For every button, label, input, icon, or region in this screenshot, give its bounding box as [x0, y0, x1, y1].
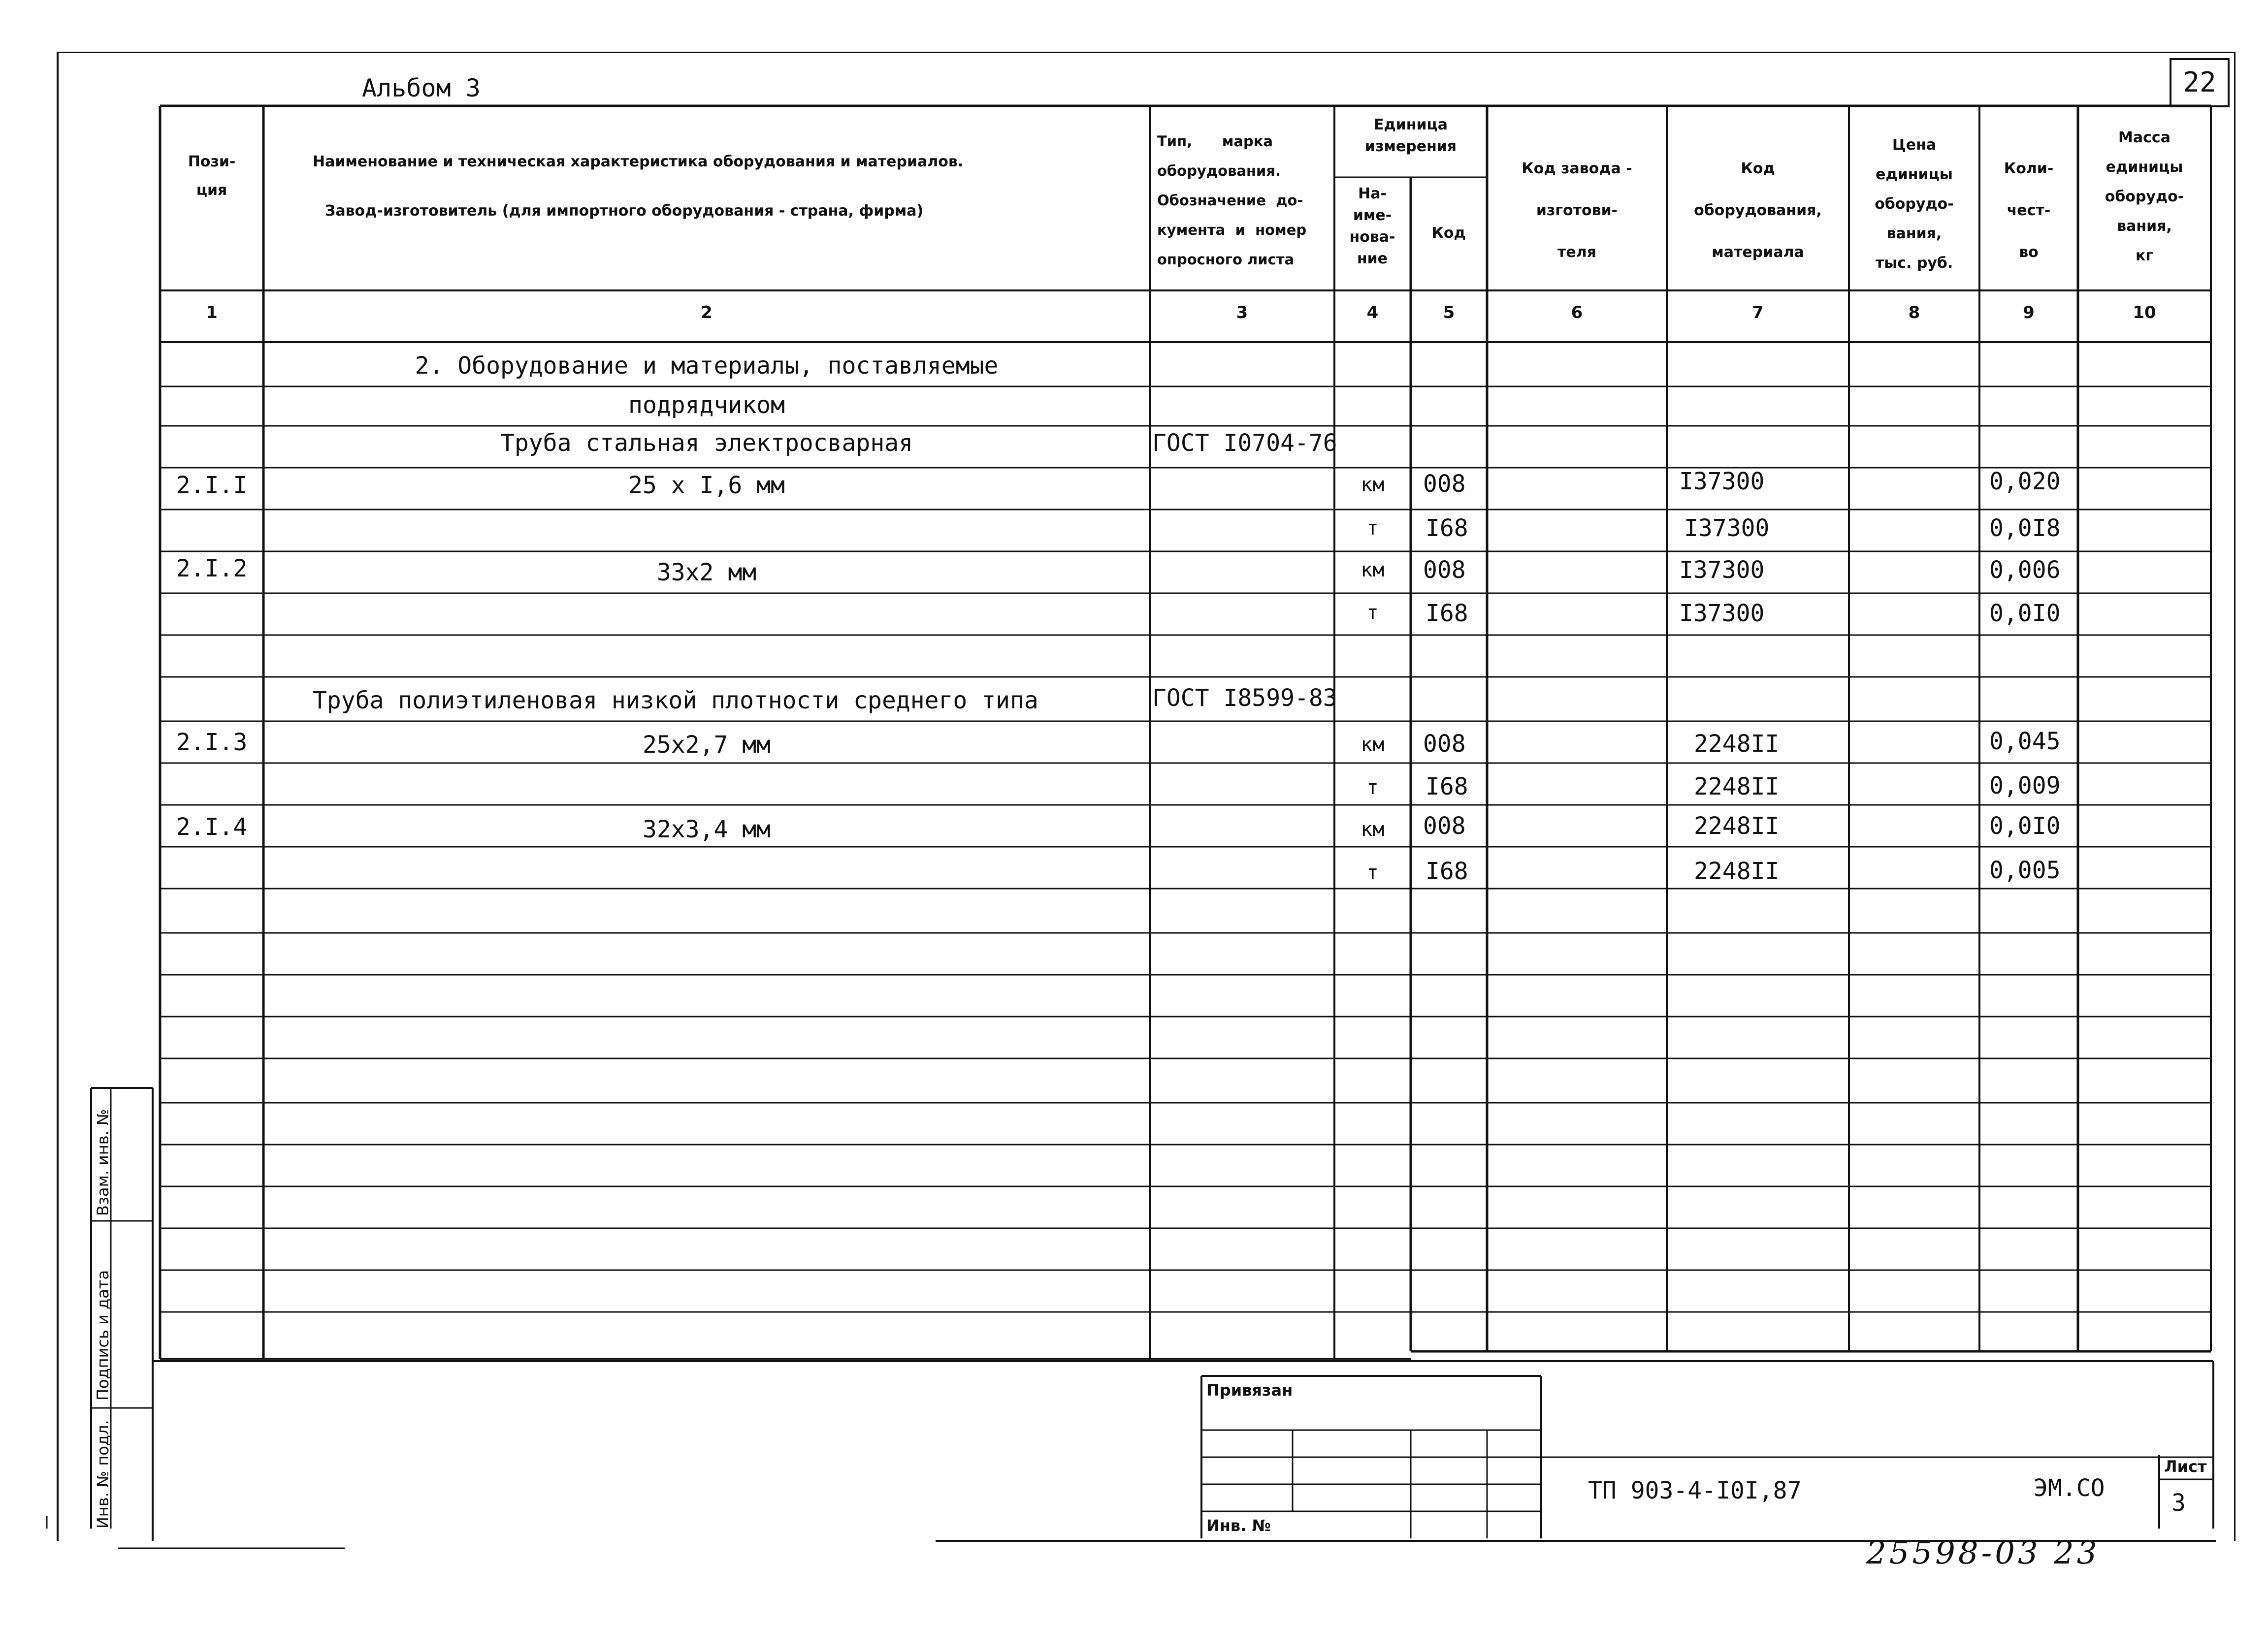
row-unit: км	[1361, 474, 1385, 496]
header-unit-group: Единица измерения	[1364, 116, 1457, 155]
header-name-line2: Завод-изготовитель (для импортного оборудования - страна, фирма)	[325, 202, 924, 220]
header-unit-name: На- име- нова- ние	[1349, 185, 1395, 267]
row-unit-code: I68	[1426, 514, 1468, 542]
row-unit-code: 008	[1423, 470, 1466, 498]
item-group-doc: ГОСТ I0704-76	[1152, 429, 1337, 457]
stamp-sheet-number: 3	[2171, 1489, 2186, 1517]
stamp-mark: ЭМ.СО	[2034, 1474, 2105, 1502]
row-name: 32х3,4 мм	[642, 816, 771, 843]
row-quantity: 0,0I0	[1989, 812, 2061, 840]
row-material-code: I37300	[1679, 600, 1765, 627]
row-unit: км	[1361, 818, 1385, 841]
row-material-code: I37300	[1684, 514, 1770, 542]
row-unit-code: I68	[1426, 858, 1468, 885]
col-number: 2	[701, 303, 713, 322]
row-unit-code: 008	[1423, 730, 1466, 758]
row-unit: т	[1366, 862, 1379, 884]
row-material-code: 2248II	[1694, 773, 1780, 800]
side-label-orig-inv: Инв. № подл.	[94, 1420, 112, 1529]
col-number: 3	[1236, 303, 1248, 322]
row-material-code: 2248II	[1694, 812, 1780, 840]
row-position: 2.I.2	[176, 555, 248, 582]
item-group-name: Труба стальная электросварная	[500, 429, 913, 457]
item-group-doc: ГОСТ I8599-83	[1152, 684, 1337, 712]
row-name: 25х2,7 мм	[642, 731, 771, 759]
row-material-code: I37300	[1679, 468, 1765, 495]
row-unit-code: I68	[1426, 600, 1468, 627]
header-factory-code: Код завода - изготови- теля	[1522, 160, 1632, 261]
header-position: Пози- ция	[188, 153, 236, 199]
col-number: 7	[1752, 303, 1764, 322]
row-quantity: 0,005	[1989, 857, 2061, 884]
row-unit: км	[1361, 559, 1385, 581]
stamp-sheet-label: Лист	[2164, 1457, 2207, 1476]
row-quantity: 0,045	[1989, 728, 2061, 755]
row-unit-code: 008	[1423, 556, 1466, 584]
row-position: 2.I.4	[176, 813, 248, 841]
row-quantity: 0,0I0	[1989, 600, 2061, 627]
col-number: 10	[2133, 303, 2156, 322]
row-unit: км	[1361, 734, 1385, 756]
header-unit-code: Код	[1431, 224, 1466, 242]
row-name: 33х2 мм	[656, 559, 757, 586]
row-unit: т	[1366, 602, 1379, 624]
col-number: 5	[1443, 303, 1455, 322]
album-label: Альбом 3	[362, 74, 481, 102]
handwritten-number: 25598-03 23	[1866, 1535, 2100, 1571]
stamp-inv-label: Инв. №	[1206, 1516, 1271, 1535]
row-unit-code: I68	[1426, 773, 1468, 800]
col-number: 8	[1908, 303, 1920, 322]
stamp-attached-label: Привязан	[1206, 1381, 1293, 1400]
row-position: 2.I.I	[176, 472, 248, 499]
row-material-code: I37300	[1679, 556, 1765, 584]
stamp-doc-code: ТП 903-4-I0I,87	[1588, 1477, 1802, 1504]
section-title-cont: подрядчиком	[628, 391, 785, 419]
row-material-code: 2248II	[1694, 858, 1780, 885]
row-quantity: 0,0I8	[1989, 514, 2061, 542]
row-quantity: 0,006	[1989, 556, 2061, 584]
row-unit: т	[1366, 776, 1379, 799]
col-number: 1	[206, 303, 218, 322]
row-name: 25 х I,6 мм	[628, 472, 785, 499]
row-quantity: 0,020	[1989, 468, 2061, 495]
header-mass: Масса единицы оборудо- вания, кг	[2105, 129, 2184, 264]
header-type: Тип, марка оборудования. Обозначение до- кумента и номер опросного листа	[1157, 133, 1307, 268]
header-equipment-code: Код оборудования, материала	[1694, 160, 1822, 261]
row-unit-code: 008	[1423, 812, 1466, 840]
side-label-replace-inv: Взам. инв. №	[94, 1109, 112, 1216]
row-unit: т	[1366, 517, 1379, 540]
col-number: 4	[1366, 303, 1379, 322]
col-number: 6	[1571, 303, 1583, 322]
row-position: 2.I.3	[176, 729, 248, 756]
item-group-name: Труба полиэтиленовая низкой плотности среднего типа	[313, 687, 1038, 714]
col-number: 9	[2023, 303, 2035, 322]
row-material-code: 2248II	[1694, 730, 1780, 758]
side-label-signature-date: Подпись и дата	[94, 1270, 112, 1401]
row-quantity: 0,009	[1989, 772, 2061, 799]
section-title: 2. Оборудование и материалы, поставляемые	[415, 352, 999, 380]
sheet-corner-number: 22	[2170, 58, 2230, 107]
header-quantity: Коли- чест- во	[2004, 160, 2054, 261]
header-name-line1: Наименование и техническая характеристика оборудования и материалов.	[313, 153, 964, 170]
header-price: Цена единицы оборудо- вания, тыс. руб.	[1875, 136, 1954, 272]
